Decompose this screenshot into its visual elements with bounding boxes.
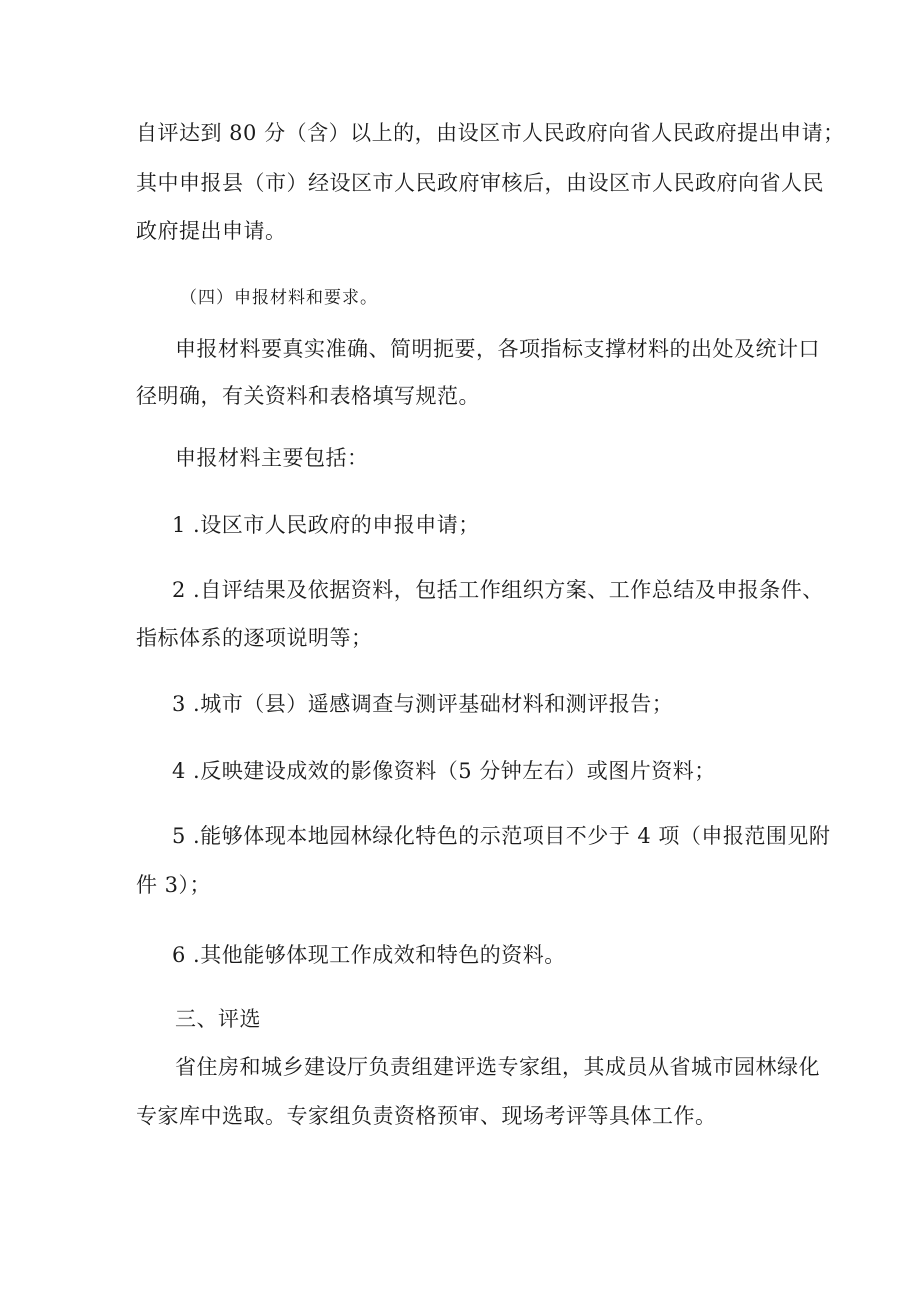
list-item-6: 6 .其他能够体现工作成效和特色的资料。 <box>172 943 566 967</box>
list-item-2-line-1: 2 .自评结果及依据资料，包括工作组织方案、工作总结及申报条件、 <box>172 578 824 602</box>
paragraph-3: 申报材料主要包括： <box>175 446 369 470</box>
section-heading-evaluation: 三、评选 <box>175 1007 261 1031</box>
paragraph-4-line-2: 专家库中选取。专家组负责资格预审、现场考评等具体工作。 <box>136 1104 717 1128</box>
list-item-5-line-1: 5 .能够体现本地园林绿化特色的示范项目不少于 4 项（申报范围见附 <box>172 824 831 848</box>
list-item-3: 3 .城市（县）遥感调查与测评基础材料和测评报告； <box>172 692 674 716</box>
list-item-1: 1 .设区市人民政府的申报申请； <box>172 513 480 537</box>
list-item-2-line-2: 指标体系的逐项说明等； <box>136 626 373 650</box>
paragraph-1-line-3: 政府提出申请。 <box>136 219 287 243</box>
paragraph-2-line-2: 径明确，有关资料和表格填写规范。 <box>136 384 480 408</box>
subheading-application-materials: （四）申报材料和要求。 <box>180 288 378 308</box>
paragraph-2-line-1: 申报材料要真实准确、简明扼要，各项指标支撑材料的出处及统计口 <box>175 337 820 361</box>
paragraph-4-line-1: 省住房和城乡建设厅负责组建评选专家组，其成员从省城市园林绿化 <box>175 1055 820 1079</box>
list-item-5-line-2: 件 3）； <box>136 873 212 897</box>
list-item-4: 4 .反映建设成效的影像资料（5 分钟左右）或图片资料； <box>172 759 716 783</box>
paragraph-1-line-1: 自评达到 80 分（含）以上的，由设区市人民政府向省人民政府提出申请； <box>136 121 845 145</box>
paragraph-1-line-2: 其中申报县（市）经设区市人民政府审核后，由设区市人民政府向省人民 <box>136 171 824 195</box>
